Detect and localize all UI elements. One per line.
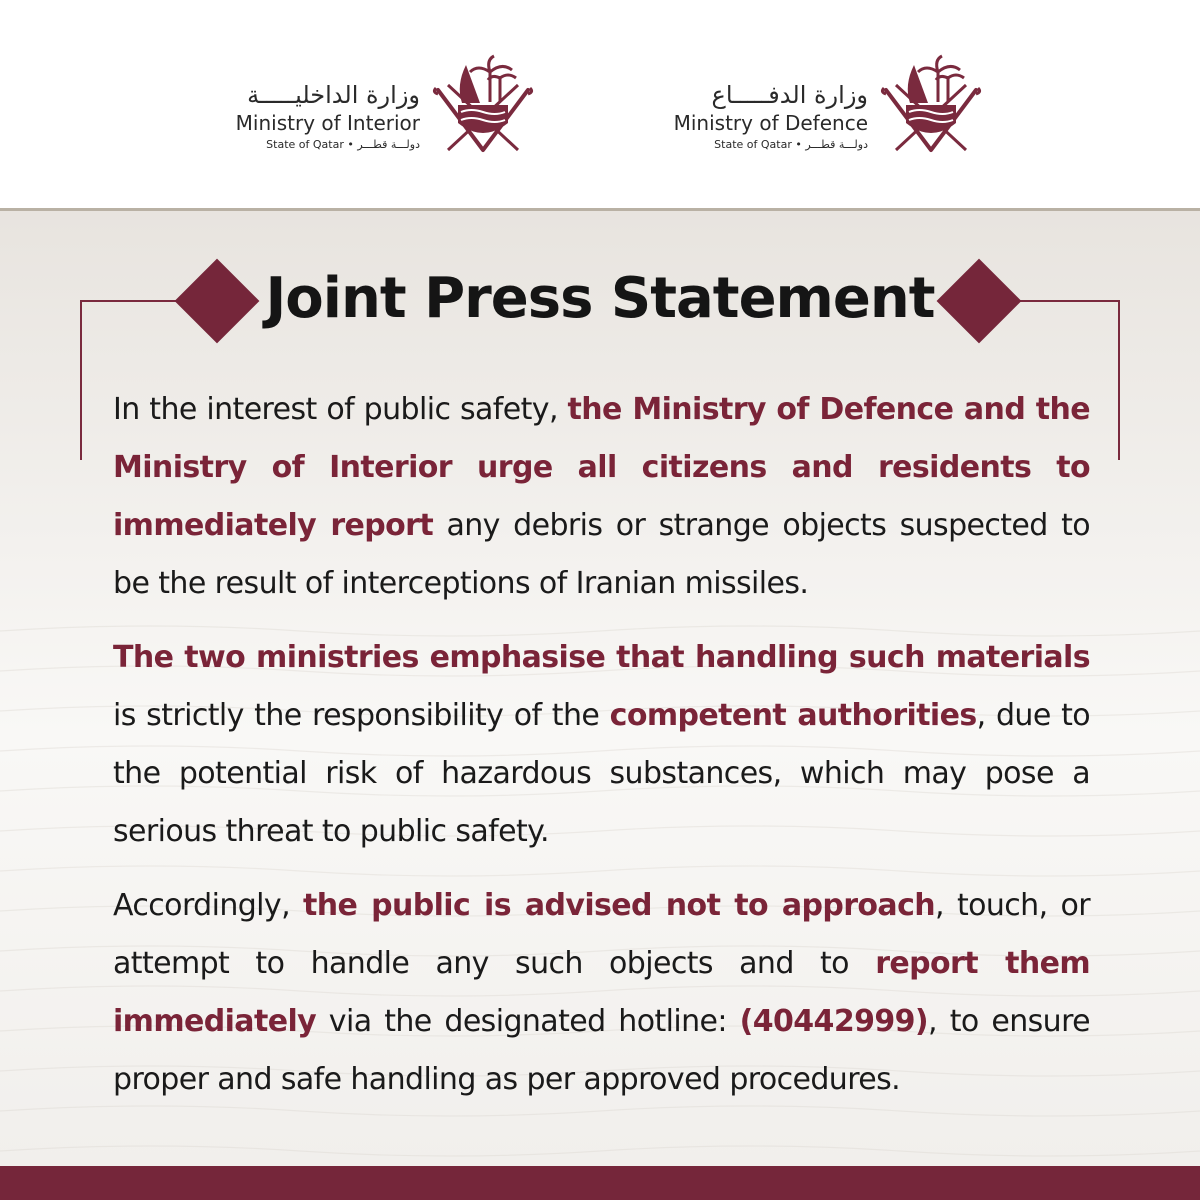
qatar-emblem-icon xyxy=(428,50,538,165)
header xyxy=(0,0,1200,210)
statement-paragraph xyxy=(113,877,1090,1109)
defence-state-line: State of Qatar • دولـــة قطـــر xyxy=(714,138,868,151)
interior-arabic-name: وزارة الداخليـــــة xyxy=(247,81,420,109)
body-text-segment: Accordingly, xyxy=(113,888,303,923)
body-text-segment: is strictly the responsibility of the xyxy=(113,698,610,733)
ministry-of-defence-logo xyxy=(656,50,986,170)
body-text-segment: any debris or strange objects suspected to be the result of interceptions of Iranian missiles. xyxy=(113,508,1091,601)
defence-arabic-name: وزارة الدفـــــاع xyxy=(711,81,868,109)
highlighted-text: the Ministry of Defence and the Ministry of Interior urge all citizens and residents to immediately report xyxy=(113,392,1090,543)
body-text-segment: In the interest of public safety, xyxy=(113,392,568,427)
page-title: Joint Press Statement xyxy=(265,266,935,331)
highlighted-text: the public is advised not to approach xyxy=(302,888,936,923)
qatar-emblem-icon xyxy=(876,50,986,165)
footer-bar xyxy=(0,1166,1200,1200)
statement-body xyxy=(113,381,1090,1125)
highlighted-text: (40442999) xyxy=(739,1004,929,1039)
interior-state-line: State of Qatar • دولـــة قطـــر xyxy=(266,138,420,151)
highlighted-text: The two ministries emphasise that handling such materials xyxy=(113,640,1090,675)
interior-english-name: Ministry of Interior xyxy=(235,111,420,135)
defence-english-name: Ministry of Defence xyxy=(673,111,868,135)
highlighted-text: competent authorities xyxy=(609,698,977,733)
body-text-segment: , to ensure proper and safe handling as per approved procedures. xyxy=(113,1004,1090,1097)
statement-paragraph xyxy=(113,381,1090,613)
body-text-segment: , touch, or attempt to handle any such objects and to xyxy=(113,888,1090,981)
defence-name-block xyxy=(674,80,868,154)
interior-name-block xyxy=(236,80,420,154)
statement-panel xyxy=(0,211,1200,1166)
statement-paragraph xyxy=(113,629,1090,861)
body-text-segment: via the designated hotline: xyxy=(316,1004,740,1039)
highlighted-text: report them immediately xyxy=(113,946,1090,1039)
body-text-segment: , due to the potential risk of hazardous substances, which may pose a serious threat to public safety. xyxy=(113,698,1090,849)
ministry-of-interior-logo xyxy=(218,50,538,170)
